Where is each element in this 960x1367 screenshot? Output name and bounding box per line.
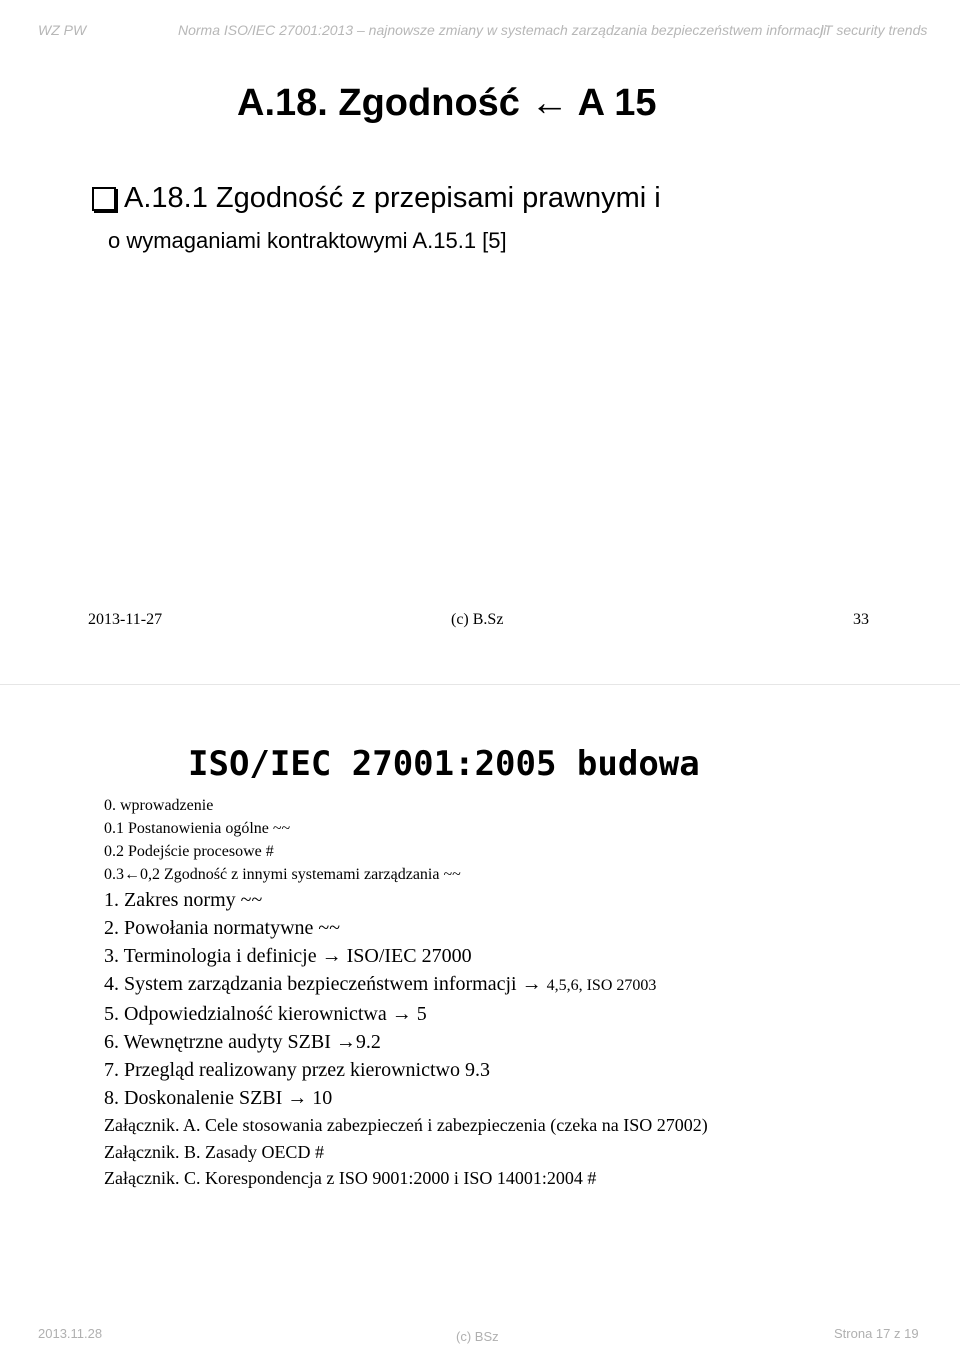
slide-1-footer-author: (c) B.Sz	[451, 611, 504, 628]
list-item-text: 4. System zarządzania bezpieczeństwem informacji →	[104, 973, 547, 995]
header-right: IT security trends	[820, 22, 928, 38]
slide-1-footer-date: 2013-11-27	[88, 611, 163, 628]
slide-2-title: ISO/IEC 27001:2005 budowa	[188, 744, 700, 784]
list-item: 5. Odpowiedzialność kierownictwa → 5	[104, 1003, 427, 1025]
list-item: 7. Przegląd realizowany przez kierownictwo 9.3	[104, 1059, 490, 1081]
list-item-suffix: 4,5,6, ISO 27003	[546, 977, 657, 994]
slide-2	[0, 688, 960, 1248]
header-center: Norma ISO/IEC 27001:2013 – najnowsze zmiany w systemach zarządzania bezpieczeństwem informacji	[178, 22, 827, 38]
slide-1-bullet	[92, 182, 661, 215]
page-footer-page-number: Strona 17 z 19	[834, 1326, 919, 1341]
list-item: 0.1 Postanowienia ogólne ~~	[104, 820, 291, 837]
page-footer-author: (c) BSz	[456, 1329, 499, 1344]
slide-1-bullet-continuation: o wymaganiami kontraktowymi A.15.1 [5]	[108, 228, 507, 253]
checkbox-bullet-icon	[92, 187, 116, 211]
list-item: Załącznik. A. Cele stosowania zabezpieczeń i zabezpieczenia (czeka na ISO 27002)	[104, 1115, 708, 1135]
header-left: WZ PW	[38, 22, 87, 38]
page-footer-date: 2013.11.28	[38, 1326, 103, 1341]
slide-1-footer-page: 33	[853, 611, 869, 628]
list-item: Załącznik. C. Korespondencja z ISO 9001:2000 i ISO 14001:2004 #	[104, 1168, 597, 1188]
slide-divider	[0, 684, 960, 685]
list-item: 3. Terminologia i definicje → ISO/IEC 27000	[104, 945, 472, 967]
list-item: 2. Powołania normatywne ~~	[104, 917, 341, 939]
list-item: 0.2 Podejście procesowe #	[104, 843, 274, 860]
contents-list	[104, 794, 708, 1192]
list-item: 1. Zakres normy ~~	[104, 889, 263, 911]
slide-1	[0, 62, 960, 682]
list-item	[104, 970, 708, 1000]
list-item: 8. Doskonalenie SZBI → 10	[104, 1087, 333, 1109]
list-item: 0. wprowadzenie	[104, 797, 214, 814]
list-item: Załącznik. B. Zasady OECD #	[104, 1142, 324, 1162]
list-item: 0.3←0,2 Zgodność z innymi systemami zarządzania ~~	[104, 866, 461, 883]
slide-1-bullet-text: A.18.1 Zgodność z przepisami prawnymi i	[124, 182, 661, 214]
list-item: 6. Wewnętrzne audyty SZBI →9.2	[104, 1031, 381, 1053]
slide-1-title: A.18. Zgodność ← A 15	[237, 82, 657, 124]
